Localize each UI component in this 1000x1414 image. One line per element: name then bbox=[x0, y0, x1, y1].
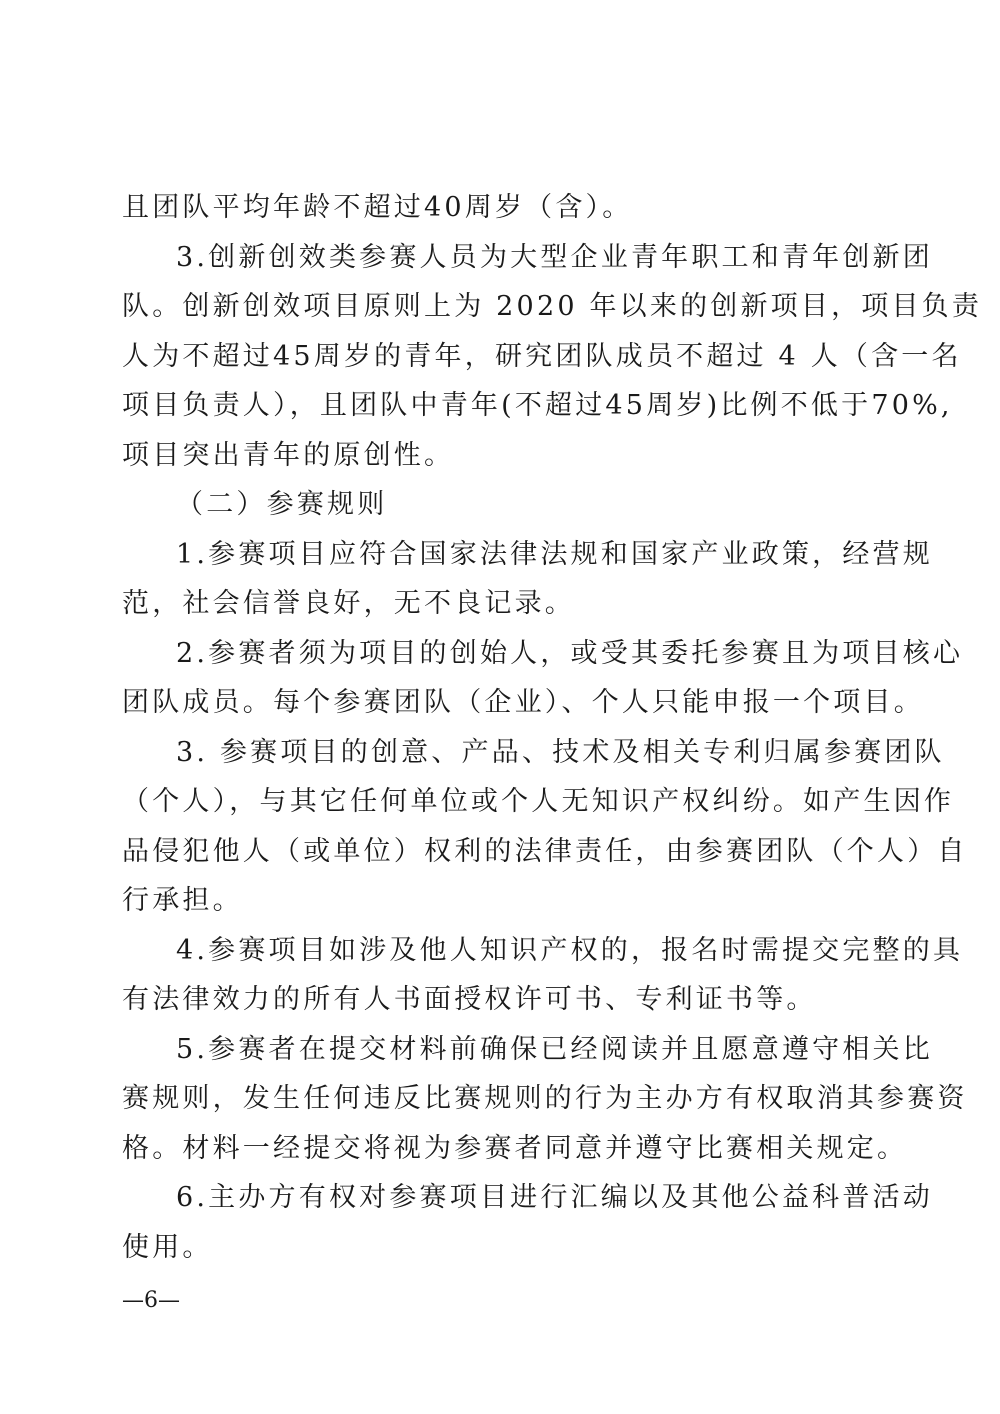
document-body bbox=[122, 183, 983, 1272]
text-line: 队。创新创效项目原则上为 2020 年以来的创新项目，项目负责 bbox=[122, 291, 983, 322]
text-line: 3.创新创效类参赛人员为大型企业青年职工和青年创新团 bbox=[176, 241, 933, 273]
text-line: 行承担。 bbox=[122, 885, 243, 916]
text-line: 品侵犯他人（或单位）权利的法律责任，由参赛团队（个人）自 bbox=[122, 835, 968, 867]
text-line: 格。材料一经提交将视为参赛者同意并遵守比赛相关规定。 bbox=[122, 1132, 908, 1164]
text-line: 有法律效力的所有人书面授权许可书、专利证书等。 bbox=[122, 984, 817, 1015]
text-line: 2.参赛者须为项目的创始人，或受其委托参赛且为项目核心 bbox=[176, 637, 964, 669]
text-line: 4.参赛项目如涉及他人知识产权的，报名时需提交完整的具 bbox=[176, 934, 964, 966]
text-line: 5.参赛者在提交材料前确保已经阅读并且愿意遵守相关比 bbox=[176, 1033, 933, 1065]
text-line: 使用。 bbox=[122, 1231, 213, 1263]
text-line: （个人），与其它任何单位或个人无知识产权纠纷。如产生因作 bbox=[122, 786, 955, 817]
text-line: 项目负责人），且团队中青年(不超过45周岁)比例不低于70%, bbox=[122, 390, 953, 421]
text-line: 项目突出青年的原创性。 bbox=[122, 439, 455, 471]
text-line: 赛规则，发生任何违反比赛规则的行为主办方有权取消其参赛资 bbox=[122, 1083, 968, 1114]
text-line: 团队成员。每个参赛团队（企业）、个人只能申报一个项目。 bbox=[122, 687, 924, 718]
text-line: 6.主办方有权对参赛项目进行汇编以及其他公益科普活动 bbox=[176, 1182, 933, 1213]
text-line: 范，社会信誉良好，无不良记录。 bbox=[122, 588, 575, 619]
text-line: 且团队平均年龄不超过40周岁（含）。 bbox=[122, 192, 633, 223]
page-number: —6— bbox=[122, 1288, 180, 1313]
section-heading: （二）参赛规则 bbox=[176, 489, 388, 520]
text-line: 1.参赛项目应符合国家法律法规和国家产业政策，经营规 bbox=[176, 538, 933, 570]
text-line: 3. 参赛项目的创意、产品、技术及相关专利归属参赛团队 bbox=[176, 736, 945, 768]
text-line: 人为不超过45周岁的青年，研究团队成员不超过 4 人（含一名 bbox=[122, 340, 962, 372]
